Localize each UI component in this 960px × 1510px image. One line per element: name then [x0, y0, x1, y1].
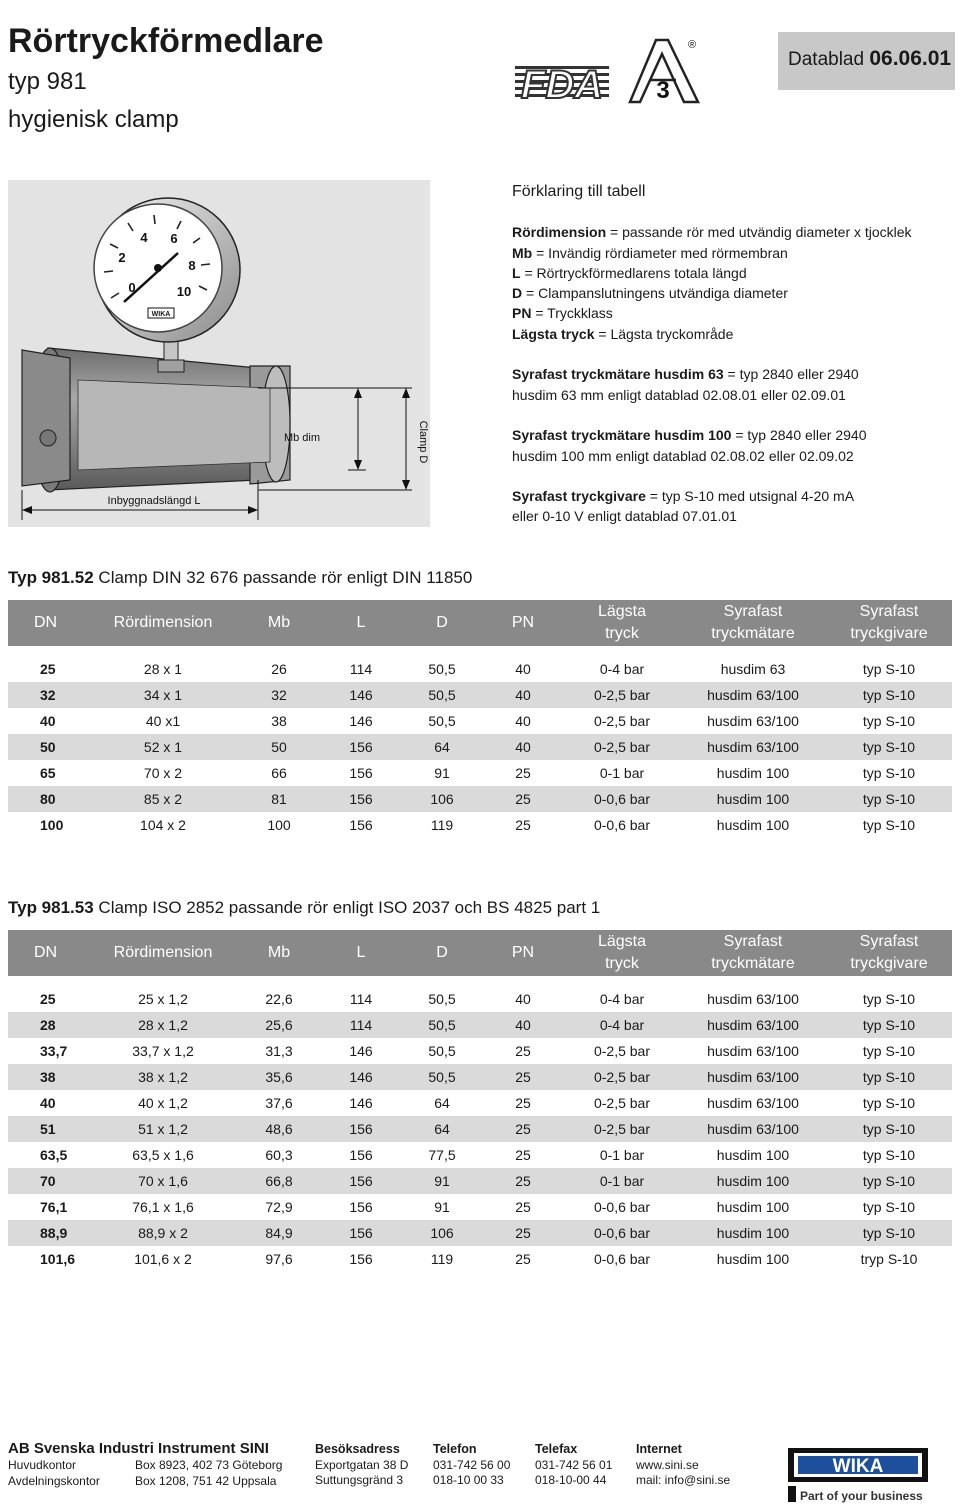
length-label: Inbyggnadslängd L — [107, 495, 201, 507]
gauge-num-6: 6 — [170, 231, 178, 246]
table-cell: 156 — [320, 734, 402, 760]
table-cell: 106 — [402, 1220, 482, 1246]
legend-def — [512, 263, 952, 283]
legend-definitions — [512, 222, 952, 344]
table-cell: 50 — [238, 734, 320, 760]
table-cell: 40 — [515, 991, 531, 1007]
legend-text: husdim 63 mm enligt datablad 02.08.01 eller 02.09.01 — [512, 386, 846, 403]
table-cell: 25 — [40, 991, 56, 1007]
legend-def — [512, 222, 952, 242]
legend-term: PN — [512, 305, 532, 322]
table-cell: 70 — [8, 1168, 88, 1194]
legend-term: Syrafast tryckmätare husdim 63 — [512, 366, 724, 383]
table-cell: husdim 63/100 — [707, 991, 799, 1007]
table-row — [8, 1246, 952, 1272]
table-cell: 25 — [482, 1168, 564, 1194]
col-dn: DN — [8, 600, 88, 646]
col-rordimension: Rördimension — [88, 600, 238, 646]
table-cell: typ S-10 — [862, 661, 916, 677]
table-cell: 25 — [515, 1095, 531, 1111]
table-cell: 91 — [434, 1199, 450, 1215]
table-row — [8, 734, 952, 760]
legend-term: L — [512, 264, 521, 281]
3a-logo — [628, 36, 700, 106]
footer-postal — [135, 1458, 282, 1489]
clamp-d-label: Clamp D — [417, 420, 429, 464]
datablad-label: Datablad — [788, 49, 870, 70]
table-cell: 50,5 — [428, 1043, 456, 1059]
internet-heading: Internet — [636, 1442, 682, 1456]
table-cell: 25 — [515, 817, 531, 833]
table2-desc: Clamp ISO 2852 passande rör enligt ISO 2037 och BS 4825 part 1 — [93, 898, 601, 917]
legend-text: = Clampanslutningens utvändiga diameter — [522, 285, 788, 302]
table-cell: 40 — [515, 713, 531, 729]
table-cell: 88,9 — [8, 1220, 88, 1246]
col-tryckgivare: Syrafast tryckgivare — [826, 600, 952, 646]
table2-type: Typ 981.53 — [8, 898, 94, 917]
footer-phone — [433, 1442, 510, 1489]
table-spacer — [8, 976, 952, 986]
table-cell: typ S-10 — [862, 765, 916, 781]
table-cell: 70 x 2 — [143, 765, 183, 781]
table-cell: 104 x 2 — [140, 817, 186, 833]
postal-address: Box 8923, 402 73 Göteborg — [135, 1458, 283, 1472]
table-cell: husdim 100 — [716, 765, 790, 781]
col-l: L — [320, 930, 402, 976]
spec-table-981-52 — [8, 600, 952, 838]
table-cell: 40 — [40, 1095, 56, 1111]
table-cell: 51 x 1,2 — [88, 1116, 238, 1142]
table-cell: 76,1 x 1,6 — [132, 1199, 194, 1215]
table-cell: 66 — [271, 765, 287, 781]
table-cell: 50,5 — [428, 661, 456, 677]
table-cell: 114 — [320, 1012, 402, 1038]
product-drawing — [8, 180, 430, 527]
table-cell: 40 — [482, 734, 564, 760]
table-cell: 25,6 — [238, 1012, 320, 1038]
table-cell: husdim 63/100 — [680, 734, 826, 760]
email-link[interactable]: mail: info@sini.se — [636, 1473, 731, 1488]
table1-desc: Clamp DIN 32 676 passande rör enligt DIN 11850 — [93, 568, 473, 587]
table-cell: 38 — [8, 1064, 88, 1090]
visit-address: Suttungsgränd 3 — [315, 1473, 404, 1488]
table-cell: 63,5 x 1,6 — [132, 1147, 194, 1163]
legend-text: eller 0-10 V enligt datablad 07.01.01 — [512, 508, 737, 525]
table-row — [8, 1038, 952, 1064]
table-row — [8, 682, 952, 708]
table-row — [8, 812, 952, 838]
table-cell: 70 x 1,6 — [88, 1168, 238, 1194]
table-cell: 25 x 1,2 — [138, 991, 188, 1007]
table-cell: 25 — [515, 1043, 531, 1059]
table-cell: 22,6 — [265, 991, 293, 1007]
table-cell: husdim 100 — [716, 1251, 790, 1267]
footer — [8, 1440, 768, 1506]
table-cell: 25 — [515, 1251, 531, 1267]
table-cell: 0-2,5 bar — [593, 1095, 651, 1111]
legend-def — [512, 243, 952, 263]
col-mb: Mb — [238, 600, 320, 646]
table-cell: typ S-10 — [826, 682, 952, 708]
col-d: D — [402, 930, 482, 976]
legend-note — [512, 486, 952, 527]
table-cell: husdim 100 — [716, 817, 790, 833]
gauge-num-10: 10 — [176, 284, 192, 299]
table-cell: 101,6 x 2 — [134, 1251, 192, 1267]
table-cell: husdim 63/100 — [680, 682, 826, 708]
legend-text: = Invändig rördiameter med rörmembran — [532, 244, 788, 261]
table-header-row — [8, 600, 952, 646]
table-cell: 50,5 — [428, 713, 456, 729]
table-cell: 146 — [320, 682, 402, 708]
table-cell: typ S-10 — [862, 1147, 916, 1163]
table-row — [8, 1220, 952, 1246]
table-cell: 28 — [8, 1012, 88, 1038]
wika-logo — [784, 1444, 932, 1506]
table-cell: 0-2,5 bar — [564, 1116, 680, 1142]
gauge-num-0: 0 — [128, 280, 136, 295]
table-cell: 0-2,5 bar — [564, 734, 680, 760]
table-cell: 25 — [482, 1220, 564, 1246]
table-cell: 48,6 — [238, 1116, 320, 1142]
legend-term: Syrafast tryckmätare husdim 100 — [512, 427, 732, 444]
legend-text: = Lägsta tryckområde — [594, 325, 734, 342]
legend-term: Syrafast tryckgivare — [512, 488, 646, 505]
table-cell: 119 — [430, 1251, 454, 1267]
col-tryckgivare: Syrafast tryckgivare — [826, 930, 952, 976]
table-cell: 64 — [402, 1116, 482, 1142]
table-cell: husdim 100 — [716, 1199, 790, 1215]
table-cell: 0-2,5 bar — [593, 713, 651, 729]
datablad-badge — [778, 32, 955, 90]
table-cell: 50,5 — [428, 991, 456, 1007]
wika-text: WIKA — [832, 1456, 884, 1477]
table-cell: 146 — [320, 1064, 402, 1090]
col-d: D — [402, 600, 482, 646]
page-title: Rörtryckförmedlare — [8, 22, 324, 60]
col-pn: PN — [482, 930, 564, 976]
table-cell: husdim 100 — [680, 786, 826, 812]
table-cell: 101,6 — [40, 1251, 76, 1267]
table-cell: 0-1 bar — [599, 765, 645, 781]
table-cell: 52 x 1 — [88, 734, 238, 760]
product-variant: hygienisk clamp — [8, 106, 179, 133]
table-row — [8, 1116, 952, 1142]
table-cell: 76,1 — [40, 1199, 68, 1215]
table-cell: 37,6 — [265, 1095, 293, 1111]
table-cell: 50,5 — [402, 1012, 482, 1038]
table-cell: typ S-10 — [826, 1116, 952, 1142]
table-cell: 50,5 — [402, 682, 482, 708]
table-row — [8, 986, 952, 1012]
gauge-brand: WIKA — [151, 311, 171, 318]
phone-number: 018-10 00 33 — [433, 1473, 504, 1488]
table-cell: typ S-10 — [826, 1168, 952, 1194]
table-cell: husdim 63/100 — [680, 1116, 826, 1142]
table-cell: 80 — [8, 786, 88, 812]
table1-type: Typ 981.52 — [8, 568, 94, 587]
postal-address: Box 1208, 751 42 Uppsala — [135, 1473, 277, 1488]
table-cell: 0-0,6 bar — [593, 817, 651, 833]
fax-number: 018-10-00 44 — [535, 1473, 607, 1488]
table-cell: 156 — [349, 817, 373, 833]
table-cell: 50,5 — [402, 1064, 482, 1090]
table-cell: typ S-10 — [862, 991, 916, 1007]
table-cell: husdim 63/100 — [707, 713, 799, 729]
table-row — [8, 656, 952, 682]
table-cell: 31,3 — [265, 1043, 293, 1059]
gauge-num-8: 8 — [188, 258, 196, 273]
table-cell: 34 x 1 — [88, 682, 238, 708]
datablad-number: 06.06.01 — [869, 47, 952, 70]
table-row — [8, 1168, 952, 1194]
legend-def — [512, 324, 952, 344]
table-cell: 66,8 — [238, 1168, 320, 1194]
table-cell: 64 — [434, 1095, 450, 1111]
table-row — [8, 760, 952, 786]
company-name: AB Svenska Industri Instrument SINI — [8, 1440, 269, 1457]
table-cell: 0-0,6 bar — [593, 1199, 651, 1215]
legend-text: = passande rör med utvändig diameter x tjocklek — [606, 224, 912, 241]
table-cell: 40 — [515, 661, 531, 677]
table-legend — [512, 180, 952, 547]
col-rordimension: Rördimension — [88, 930, 238, 976]
mb-dim-label: Mb dim — [283, 432, 321, 444]
table-cell: 25 — [482, 786, 564, 812]
table-cell: 51 — [8, 1116, 88, 1142]
table-cell: 40 — [482, 682, 564, 708]
table-cell: 114 — [349, 991, 373, 1007]
fax-heading: Telefax — [535, 1442, 578, 1456]
left-clamp-ring — [22, 350, 70, 486]
col-lagsta-tryck: Lägsta tryck — [564, 600, 680, 646]
gauge-num-2: 2 — [118, 250, 126, 265]
table-row — [8, 1142, 952, 1168]
col-pn: PN — [482, 600, 564, 646]
table-cell: 33,7 x 1,2 — [132, 1043, 194, 1059]
table-row — [8, 1090, 952, 1116]
visit-address: Exportgatan 38 D — [315, 1457, 409, 1472]
table-cell: 0-2,5 bar — [564, 1064, 680, 1090]
table-cell: 72,9 — [265, 1199, 293, 1215]
table-cell: 32 — [8, 682, 88, 708]
table2-title — [8, 898, 600, 918]
table-cell: 146 — [349, 713, 373, 729]
table-cell: typ S-10 — [826, 1012, 952, 1038]
spec-table-981-53 — [8, 930, 952, 1272]
table-cell: typ S-10 — [826, 1220, 952, 1246]
table-cell: husdim 100 — [680, 1168, 826, 1194]
table-cell: typ S-10 — [826, 1064, 952, 1090]
table-cell: typ S-10 — [826, 734, 952, 760]
legend-term: Mb — [512, 244, 533, 261]
drawing-svg — [8, 180, 430, 527]
table-cell: 156 — [349, 1199, 373, 1215]
footer-internet — [636, 1442, 730, 1489]
table-cell: typ S-10 — [862, 1199, 916, 1215]
col-dn: DN — [8, 930, 88, 976]
legend-note — [512, 425, 952, 466]
table-cell: 28 x 1 — [143, 661, 183, 677]
table-cell: 26 — [271, 661, 287, 677]
table-cell: 0-0,6 bar — [564, 786, 680, 812]
table-cell: 40 — [482, 1012, 564, 1038]
legend-term: D — [512, 285, 523, 302]
table-cell: typ S-10 — [826, 786, 952, 812]
table-cell: 64 — [402, 734, 482, 760]
table-cell: 25 — [482, 1116, 564, 1142]
table-cell: husdim 63/100 — [707, 1043, 799, 1059]
table-cell: 0-1 bar — [599, 1147, 645, 1163]
visit-heading: Besöksadress — [315, 1442, 400, 1456]
wika-tagline: Part of your business — [800, 1489, 923, 1503]
table-row — [8, 1064, 952, 1090]
table-cell: 0-0,6 bar — [593, 1251, 651, 1267]
table-cell: 106 — [402, 786, 482, 812]
legend-text: = typ 2840 eller 2940 — [723, 366, 859, 383]
table-cell: 0-2,5 bar — [593, 1043, 651, 1059]
table-cell: typ S-10 — [862, 817, 916, 833]
legend-text: = typ 2840 eller 2940 — [731, 427, 867, 444]
table-cell: 35,6 — [238, 1064, 320, 1090]
table-cell: 65 — [40, 765, 56, 781]
phone-heading: Telefon — [433, 1442, 477, 1456]
table-row — [8, 1012, 952, 1038]
table-cell: typ S-10 — [862, 1043, 916, 1059]
table-cell: 33,7 — [40, 1043, 68, 1059]
table-cell: 100 — [40, 817, 64, 833]
table-cell: 119 — [430, 817, 454, 833]
3a-text: 3 — [656, 77, 670, 104]
fda-logo — [515, 60, 609, 104]
table-cell: 156 — [349, 1251, 373, 1267]
col-tryckmatare: Syrafast tryckmätare — [680, 930, 826, 976]
table-cell: 97,6 — [265, 1251, 293, 1267]
table-cell: 146 — [349, 1095, 373, 1111]
phone-number: 031-742 56 00 — [433, 1457, 511, 1472]
table-cell: 40 — [40, 713, 56, 729]
table-cell: husdim 63 — [720, 661, 786, 677]
table-cell: 25 — [515, 1199, 531, 1215]
office-label: Huvudkontor — [8, 1458, 77, 1472]
table-cell: 40 x 1,2 — [138, 1095, 188, 1111]
product-type: typ 981 — [8, 68, 87, 95]
table-cell: 50 — [8, 734, 88, 760]
table-cell: 38 — [271, 713, 287, 729]
table-cell: 32 — [238, 682, 320, 708]
legend-def — [512, 283, 952, 303]
col-mb: Mb — [238, 930, 320, 976]
table-cell: 156 — [320, 1168, 402, 1194]
legend-term: Rördimension — [512, 224, 607, 241]
table-cell: tryp S-10 — [860, 1251, 918, 1267]
fda-text: FDA — [520, 63, 604, 104]
table-cell: 60,3 — [265, 1147, 293, 1163]
table-cell: 146 — [349, 1043, 373, 1059]
table-cell: 63,5 — [40, 1147, 68, 1163]
table-cell: husdim 63/100 — [707, 1095, 799, 1111]
clamp-bolt — [40, 430, 56, 446]
table-cell: 40 x1 — [145, 713, 181, 729]
fax-number: 031-742 56 01 — [535, 1457, 613, 1472]
table-cell: 84,9 — [238, 1220, 320, 1246]
table-row — [8, 786, 952, 812]
legend-text: = typ S-10 med utsignal 4-20 mA — [645, 488, 855, 505]
legend-def — [512, 303, 952, 323]
footer-visit — [315, 1442, 408, 1489]
table-cell: 81 — [238, 786, 320, 812]
table-cell: 28 x 1,2 — [88, 1012, 238, 1038]
legend-note — [512, 364, 952, 405]
table-cell: husdim 63/100 — [680, 1012, 826, 1038]
table-cell: 88,9 x 2 — [88, 1220, 238, 1246]
registered-mark: ® — [687, 39, 697, 51]
legend-text: = Rörtryckförmedlarens totala längd — [520, 264, 747, 281]
table-cell: 77,5 — [428, 1147, 456, 1163]
website-link[interactable]: www.sini.se — [636, 1457, 699, 1472]
table-cell: 0-1 bar — [564, 1168, 680, 1194]
table-cell: 25 — [515, 765, 531, 781]
gauge-socket — [158, 360, 184, 372]
table-cell: typ S-10 — [862, 713, 916, 729]
legend-title: Förklaring till tabell — [512, 183, 646, 200]
table-cell: 91 — [434, 765, 450, 781]
table-cell: 0-4 bar — [599, 991, 645, 1007]
table-cell: 156 — [349, 1147, 373, 1163]
table-spacer — [8, 646, 952, 656]
table-row — [8, 708, 952, 734]
table-row — [8, 1194, 952, 1220]
table-cell: 156 — [349, 765, 373, 781]
table1-title — [8, 568, 472, 588]
table-header-row — [8, 930, 952, 976]
table-cell: 100 — [267, 817, 291, 833]
gauge-num-4: 4 — [140, 230, 148, 245]
table-cell: 25 — [40, 661, 56, 677]
table-cell: husdim 63/100 — [680, 1064, 826, 1090]
gauge-hub — [154, 264, 162, 272]
table-cell: husdim 100 — [680, 1220, 826, 1246]
table-cell: 0-2,5 bar — [564, 682, 680, 708]
legend-text: = Tryckklass — [531, 305, 613, 322]
table-cell: 38 x 1,2 — [88, 1064, 238, 1090]
col-lagsta-tryck: Lägsta tryck — [564, 930, 680, 976]
table-cell: 25 — [482, 1064, 564, 1090]
table-cell: 156 — [320, 1220, 402, 1246]
table-cell: 91 — [402, 1168, 482, 1194]
col-l: L — [320, 600, 402, 646]
table-cell: 25 — [515, 1147, 531, 1163]
table-cell: 0-0,6 bar — [564, 1220, 680, 1246]
table-cell: 156 — [320, 786, 402, 812]
legend-text: husdim 100 mm enligt datablad 02.08.02 eller 02.09.02 — [512, 447, 854, 464]
inner-bore — [78, 380, 270, 470]
table-cell: 0-4 bar — [564, 1012, 680, 1038]
col-tryckmatare: Syrafast tryckmätare — [680, 600, 826, 646]
office-label: Avdelningskontor — [8, 1473, 100, 1488]
table-cell: 0-4 bar — [599, 661, 645, 677]
table-cell: husdim 100 — [716, 1147, 790, 1163]
table-cell: typ S-10 — [862, 1095, 916, 1111]
table-cell: 85 x 2 — [88, 786, 238, 812]
legend-term: Lägsta tryck — [512, 325, 595, 342]
footer-fax — [535, 1442, 612, 1489]
table-cell: 114 — [349, 661, 373, 677]
table-cell: 156 — [320, 1116, 402, 1142]
